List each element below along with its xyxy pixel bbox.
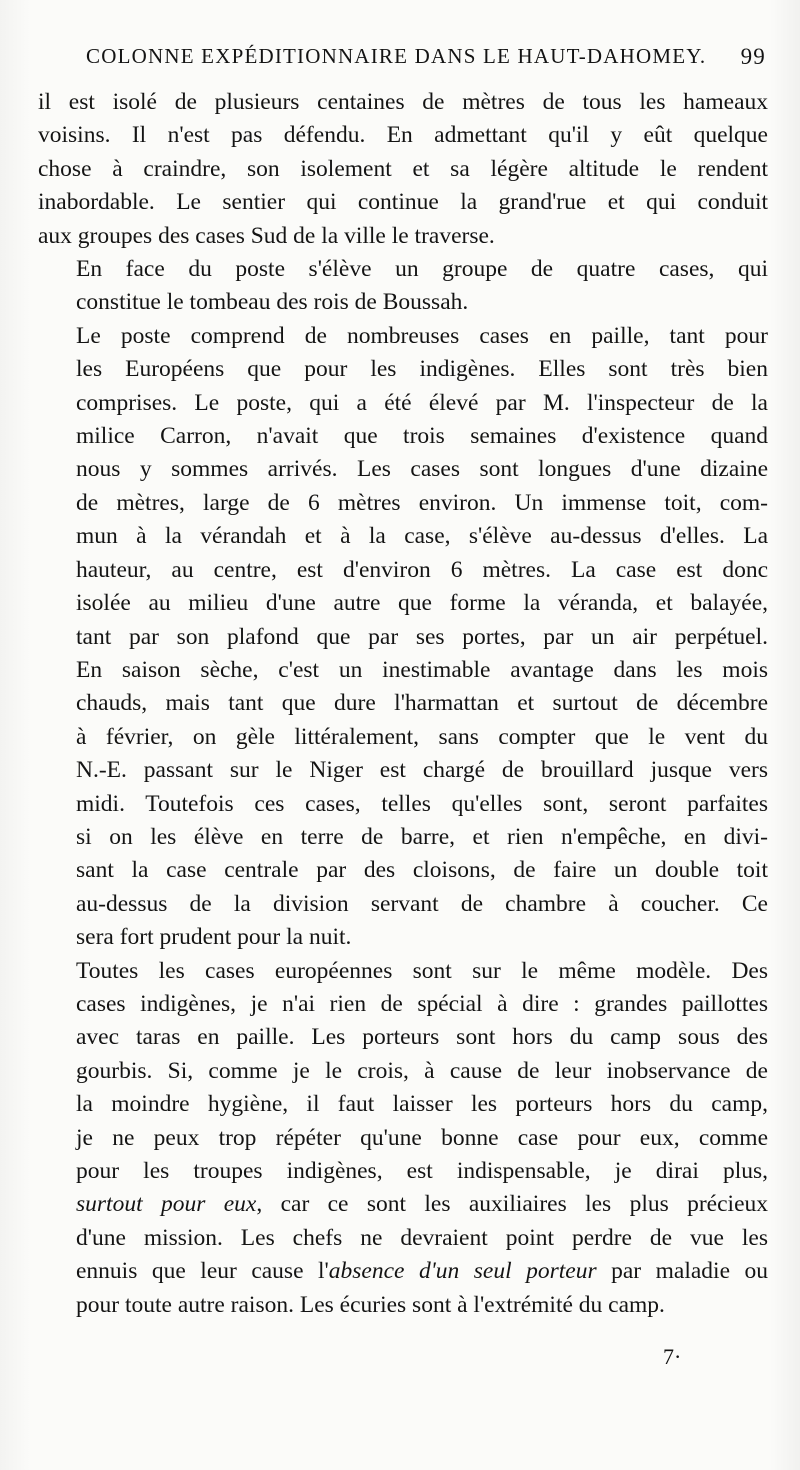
text-line: les Européens que pour les indigènes. Elles sont très bien	[76, 356, 768, 383]
text-line: aux groupes des cases Sud de la ville le traverse.	[38, 222, 495, 249]
text-line: cases indigènes, je n'ai rien de spécial à dire : grandes paillottes	[76, 990, 768, 1017]
text-segment: , car ce sont les auxiliaires les plus précieux	[256, 1191, 768, 1218]
text-line: chose à craindre, son isolement et sa légère altitude le rendent	[38, 155, 768, 182]
text-segment: ennuis que leur cause l'	[76, 1258, 329, 1285]
page-number: 99	[740, 44, 766, 69]
text-line: En saison sèche, c'est un inestimable avantage dans les mois	[76, 656, 768, 683]
text-line: mun à la vérandah et à la case, s'élève au-dessus d'elles. La	[76, 523, 768, 550]
body-text	[38, 86, 768, 1322]
italic-emphasis: surtout pour eux	[76, 1191, 257, 1218]
text-line: milice Carron, n'avait que trois semaines d'existence quand	[76, 423, 768, 450]
text-line: tant par son plafond que par ses portes, par un air perpétuel.	[76, 623, 768, 650]
text-line: comprises. Le poste, qui a été élevé par M. l'inspecteur de la	[76, 389, 768, 416]
text-line: constitue le tombeau des rois de Boussah.	[76, 289, 469, 316]
text-line: sant la case centrale par des cloisons, de faire un double toit	[76, 857, 768, 884]
text-line: je ne peux trop répéter qu'une bonne case pour eux, comme	[76, 1124, 768, 1151]
text-line: isolée au milieu d'une autre que forme la véranda, et balayée,	[76, 590, 768, 617]
text-line: si on les élève en terre de barre, et rien n'empêche, en divi-	[76, 823, 768, 850]
text-line: au-dessus de la division servant de chambre à coucher. Ce	[76, 890, 768, 917]
text-line: En face du poste s'élève un groupe de quatre cases, qui	[76, 256, 768, 283]
text-line: nous y sommes arrivés. Les cases sont longues d'une dizaine	[76, 456, 768, 483]
paragraph	[38, 320, 768, 955]
page-header	[86, 44, 766, 76]
paragraph	[38, 955, 768, 1322]
paragraph	[38, 253, 768, 320]
text-line: avec taras en paille. Les porteurs sont hors du camp sous des	[76, 1024, 768, 1051]
text-line: de mètres, large de 6 mètres environ. Un immense toit, com-	[76, 489, 768, 516]
text-line: Le poste comprend de nombreuses cases en paille, tant pour	[76, 322, 768, 349]
text-line: inabordable. Le sentier qui continue la grand'rue et qui conduit	[38, 189, 768, 216]
text-line: d'une mission. Les chefs ne devraient point perdre de vue les	[76, 1224, 768, 1251]
signature-mark: 7·	[663, 1344, 682, 1369]
text-line: sera fort prudent pour la nuit.	[76, 924, 352, 951]
italic-emphasis: absence d'un seul porteur	[328, 1258, 597, 1285]
text-line: voisins. Il n'est pas défendu. En admettant qu'il y eût quelque	[38, 122, 768, 149]
paragraph	[38, 86, 768, 253]
running-title: COLONNE EXPÉDITIONNAIRE DANS LE HAUT-DAHOMEY.	[86, 44, 707, 68]
text-line: il est isolé de plusieurs centaines de mètres de tous les hameaux	[38, 89, 768, 115]
text-line: chauds, mais tant que dure l'harmattan et surtout de décembre	[76, 690, 768, 717]
text-line: pour toute autre raison. Les écuries sont à l'extrémité du camp.	[76, 1291, 665, 1318]
text-line: la moindre hygiène, il faut laisser les porteurs hors du camp,	[76, 1091, 768, 1118]
text-line	[38, 1255, 768, 1288]
text-line	[38, 1188, 768, 1221]
text-line: hauteur, au centre, est d'environ 6 mètres. La case est donc	[76, 556, 768, 583]
text-line: à février, on gèle littéralement, sans compter que le vent du	[76, 723, 768, 750]
text-segment: par maladie ou	[596, 1258, 768, 1285]
text-line: Toutes les cases européennes sont sur le même modèle. Des	[76, 957, 768, 984]
text-line: midi. Toutefois ces cases, telles qu'elles sont, seront parfaites	[76, 790, 768, 817]
text-line: N.-E. passant sur le Niger est chargé de brouillard jusque vers	[76, 757, 768, 784]
text-line: pour les troupes indigènes, est indispensable, je dirai plus,	[76, 1158, 768, 1184]
text-line: gourbis. Si, comme je le crois, à cause de leur inobservance de	[76, 1057, 768, 1084]
